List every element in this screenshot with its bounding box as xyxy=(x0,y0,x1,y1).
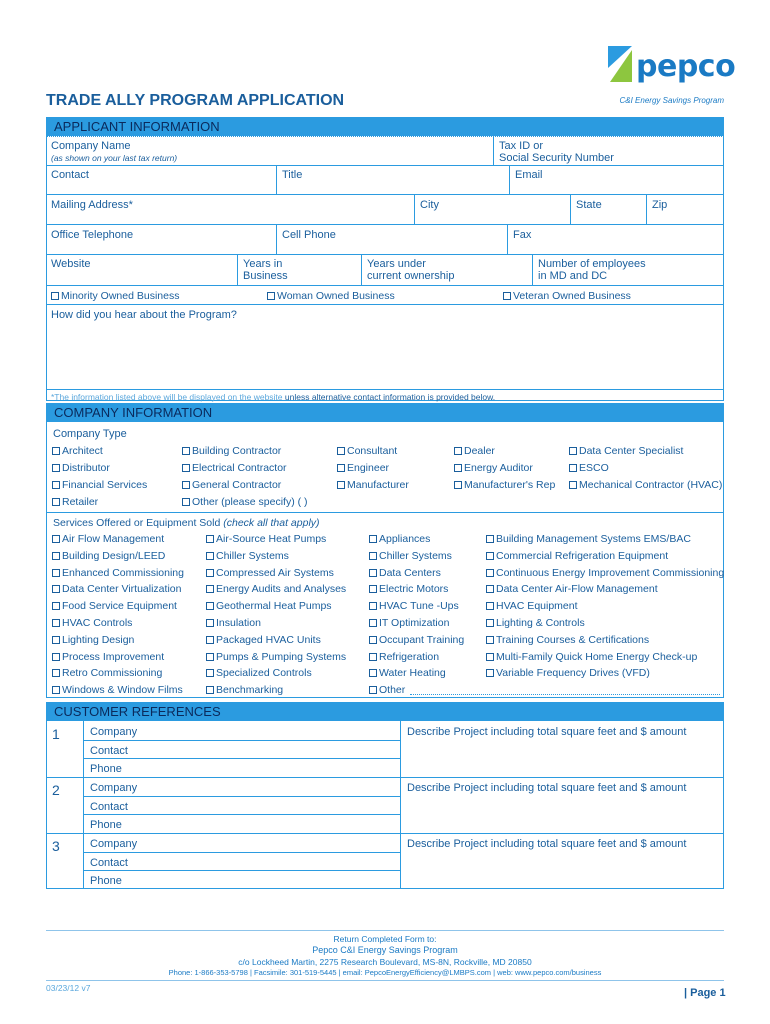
veteran-owned-checkbox[interactable]: Veteran Owned Business xyxy=(503,290,631,302)
applicant-section-heading: APPLICANT INFORMATION xyxy=(46,117,724,136)
service-checkbox[interactable]: Data Center Virtualization xyxy=(52,583,181,595)
type-retailer-checkbox[interactable]: Retailer xyxy=(52,496,98,508)
how-hear-field[interactable]: How did you hear about the Program? xyxy=(51,309,237,321)
service-checkbox[interactable]: Lighting & Controls xyxy=(486,617,585,629)
reference-phone-field[interactable]: Phone xyxy=(90,819,122,832)
company-name-note: (as shown on your last tax return) xyxy=(51,153,178,163)
version-label: 03/23/12 v7 xyxy=(46,983,91,993)
service-checkbox[interactable]: Process Improvement xyxy=(52,651,164,663)
type-electrical-contractor-checkbox[interactable]: Electrical Contractor xyxy=(182,462,287,474)
service-checkbox[interactable]: Electric Motors xyxy=(369,583,448,595)
service-checkbox[interactable]: Windows & Window Films xyxy=(52,684,183,696)
type-esco-checkbox[interactable]: ESCO xyxy=(569,462,609,474)
service-checkbox[interactable]: Water Heating xyxy=(369,667,446,679)
zip-field[interactable]: Zip xyxy=(652,199,668,211)
page-title: TRADE ALLY PROGRAM APPLICATION xyxy=(46,92,345,109)
minority-owned-checkbox[interactable]: Minority Owned Business xyxy=(51,290,179,302)
state-field[interactable]: State xyxy=(576,199,602,211)
type-manufacturers-rep-checkbox[interactable]: Manufacturer's Rep xyxy=(454,479,555,491)
company-section-heading: COMPANY INFORMATION xyxy=(46,403,724,422)
years-in-business-field[interactable]: Years in xyxy=(243,258,283,270)
service-checkbox[interactable]: Other xyxy=(369,684,405,696)
service-checkbox[interactable]: Energy Audits and Analyses xyxy=(206,583,346,595)
service-checkbox[interactable]: HVAC Equipment xyxy=(486,600,578,612)
footer-contact: Phone: 1-866-353-5798 | Facsimile: 301-519-5445 | email: PepcoEnergyEfficiency@LMBPS.com | web: www.pepco.com/business xyxy=(168,968,602,977)
pepco-logo-mark-icon xyxy=(606,46,634,84)
reference-describe-field[interactable]: Describe Project including total square feet and $ amount xyxy=(407,782,687,794)
type-general-contractor-checkbox[interactable]: General Contractor xyxy=(182,479,281,491)
reference-number: 1 xyxy=(52,726,60,742)
city-field[interactable]: City xyxy=(420,199,439,211)
page-number: | Page 1 xyxy=(684,987,726,999)
service-checkbox[interactable]: Training Courses & Certifications xyxy=(486,634,649,646)
company-type-label: Company Type xyxy=(53,428,127,440)
service-checkbox[interactable]: Lighting Design xyxy=(52,634,134,646)
woman-owned-checkbox[interactable]: Woman Owned Business xyxy=(267,290,395,302)
reference-number: 3 xyxy=(52,838,60,854)
service-checkbox[interactable]: Continuous Energy Improvement Commissioning xyxy=(486,567,724,579)
reference-contact-field[interactable]: Contact xyxy=(90,856,128,869)
title-field[interactable]: Title xyxy=(282,169,303,181)
brand-name: pepco xyxy=(636,49,736,84)
reference-contact-field[interactable]: Contact xyxy=(90,744,128,757)
service-checkbox[interactable]: Pumps & Pumping Systems xyxy=(206,651,346,663)
tax-id-field[interactable]: Tax ID or xyxy=(499,140,544,152)
reference-contact-field[interactable]: Contact xyxy=(90,800,128,813)
service-checkbox[interactable]: Packaged HVAC Units xyxy=(206,634,321,646)
employees-field[interactable]: Number of employees xyxy=(538,258,646,270)
reference-number: 2 xyxy=(52,782,60,798)
email-field[interactable]: Email xyxy=(515,169,543,181)
type-architect-checkbox[interactable]: Architect xyxy=(52,445,103,457)
service-checkbox[interactable]: Enhanced Commissioning xyxy=(52,567,184,579)
reference-phone-field[interactable]: Phone xyxy=(90,875,122,888)
references-section-heading: CUSTOMER REFERENCES xyxy=(46,702,724,721)
service-checkbox[interactable]: Benchmarking xyxy=(206,684,283,696)
service-checkbox[interactable]: Geothermal Heat Pumps xyxy=(206,600,332,612)
website-field[interactable]: Website xyxy=(51,258,91,270)
type-data-center-specialist-checkbox[interactable]: Data Center Specialist xyxy=(569,445,683,457)
service-checkbox[interactable]: Occupant Training xyxy=(369,634,464,646)
service-checkbox[interactable]: Refrigeration xyxy=(369,651,439,663)
type-distributor-checkbox[interactable]: Distributor xyxy=(52,462,110,474)
service-checkbox[interactable]: Appliances xyxy=(369,533,430,545)
type-mechanical-contractor-checkbox[interactable]: Mechanical Contractor (HVAC) xyxy=(569,479,722,491)
service-checkbox[interactable]: Chiller Systems xyxy=(206,550,289,562)
service-checkbox[interactable]: Air-Source Heat Pumps xyxy=(206,533,326,545)
years-in-business-label-2: Business xyxy=(243,270,288,282)
office-telephone-field[interactable]: Office Telephone xyxy=(51,229,134,241)
footer-address: c/o Lockheed Martin, 2275 Research Boulevard, MS-8N, Rockville, MD 20850 xyxy=(238,957,532,967)
type-engineer-checkbox[interactable]: Engineer xyxy=(337,462,389,474)
tax-id-label-2: Social Security Number xyxy=(499,152,614,164)
service-checkbox[interactable]: Data Centers xyxy=(369,567,441,579)
program-subtitle: C&I Energy Savings Program xyxy=(619,96,724,105)
service-checkbox[interactable]: IT Optimization xyxy=(369,617,449,629)
type-financial-services-checkbox[interactable]: Financial Services xyxy=(52,479,147,491)
type-other-checkbox[interactable]: Other (please specify) ( ) xyxy=(182,496,308,508)
type-energy-auditor-checkbox[interactable]: Energy Auditor xyxy=(454,462,533,474)
years-under-ownership-label-2: current ownership xyxy=(367,270,455,282)
reference-describe-field[interactable]: Describe Project including total square feet and $ amount xyxy=(407,726,687,738)
service-checkbox[interactable]: Data Center Air-Flow Management xyxy=(486,583,658,595)
footer-return-to: Return Completed Form to: xyxy=(333,934,437,944)
service-checkbox[interactable]: Multi-Family Quick Home Energy Check-up xyxy=(486,651,697,663)
reference-describe-field[interactable]: Describe Project including total square feet and $ amount xyxy=(407,838,687,850)
service-checkbox[interactable]: Air Flow Management xyxy=(52,533,164,545)
service-checkbox[interactable]: HVAC Controls xyxy=(52,617,132,629)
disclaimer-note: *The information listed above will be displayed on the website unless alternative contact information is provided below. xyxy=(51,392,496,402)
service-checkbox[interactable]: Commercial Refrigeration Equipment xyxy=(486,550,668,562)
reference-company-field[interactable]: Company xyxy=(90,726,138,738)
service-checkbox[interactable]: HVAC Tune -Ups xyxy=(369,600,459,612)
years-under-ownership-field[interactable]: Years under xyxy=(367,258,426,270)
fax-field[interactable]: Fax xyxy=(513,229,532,241)
type-manufacturer-checkbox[interactable]: Manufacturer xyxy=(337,479,409,491)
type-consultant-checkbox[interactable]: Consultant xyxy=(337,445,397,457)
footer-program: Pepco C&I Energy Savings Program xyxy=(312,945,458,955)
service-checkbox[interactable]: Chiller Systems xyxy=(369,550,452,562)
service-checkbox[interactable]: Retro Commissioning xyxy=(52,667,162,679)
services-label: Services Offered or Equipment Sold (check all that apply) xyxy=(53,517,320,529)
mailing-address-field[interactable]: Mailing Address* xyxy=(51,199,133,211)
service-checkbox[interactable]: Food Service Equipment xyxy=(52,600,177,612)
service-checkbox[interactable]: Variable Frequency Drives (VFD) xyxy=(486,667,650,679)
service-checkbox[interactable]: Compressed Air Systems xyxy=(206,567,334,579)
company-name-field[interactable]: Company Name xyxy=(51,140,131,152)
reference-phone-field[interactable]: Phone xyxy=(90,763,122,776)
cell-phone-field[interactable]: Cell Phone xyxy=(282,229,336,241)
service-checkbox[interactable]: Insulation xyxy=(206,617,261,629)
service-checkbox[interactable]: Specialized Controls xyxy=(206,667,312,679)
employees-label-2: in MD and DC xyxy=(538,270,608,282)
type-dealer-checkbox[interactable]: Dealer xyxy=(454,445,495,457)
reference-company-field[interactable]: Company xyxy=(90,782,138,794)
pepco-logo xyxy=(606,46,736,86)
service-checkbox[interactable]: Building Management Systems EMS/BAC xyxy=(486,533,691,545)
service-checkbox[interactable]: Building Design/LEED xyxy=(52,550,165,562)
type-building-contractor-checkbox[interactable]: Building Contractor xyxy=(182,445,281,457)
contact-field[interactable]: Contact xyxy=(51,169,89,181)
reference-company-field[interactable]: Company xyxy=(90,838,138,850)
